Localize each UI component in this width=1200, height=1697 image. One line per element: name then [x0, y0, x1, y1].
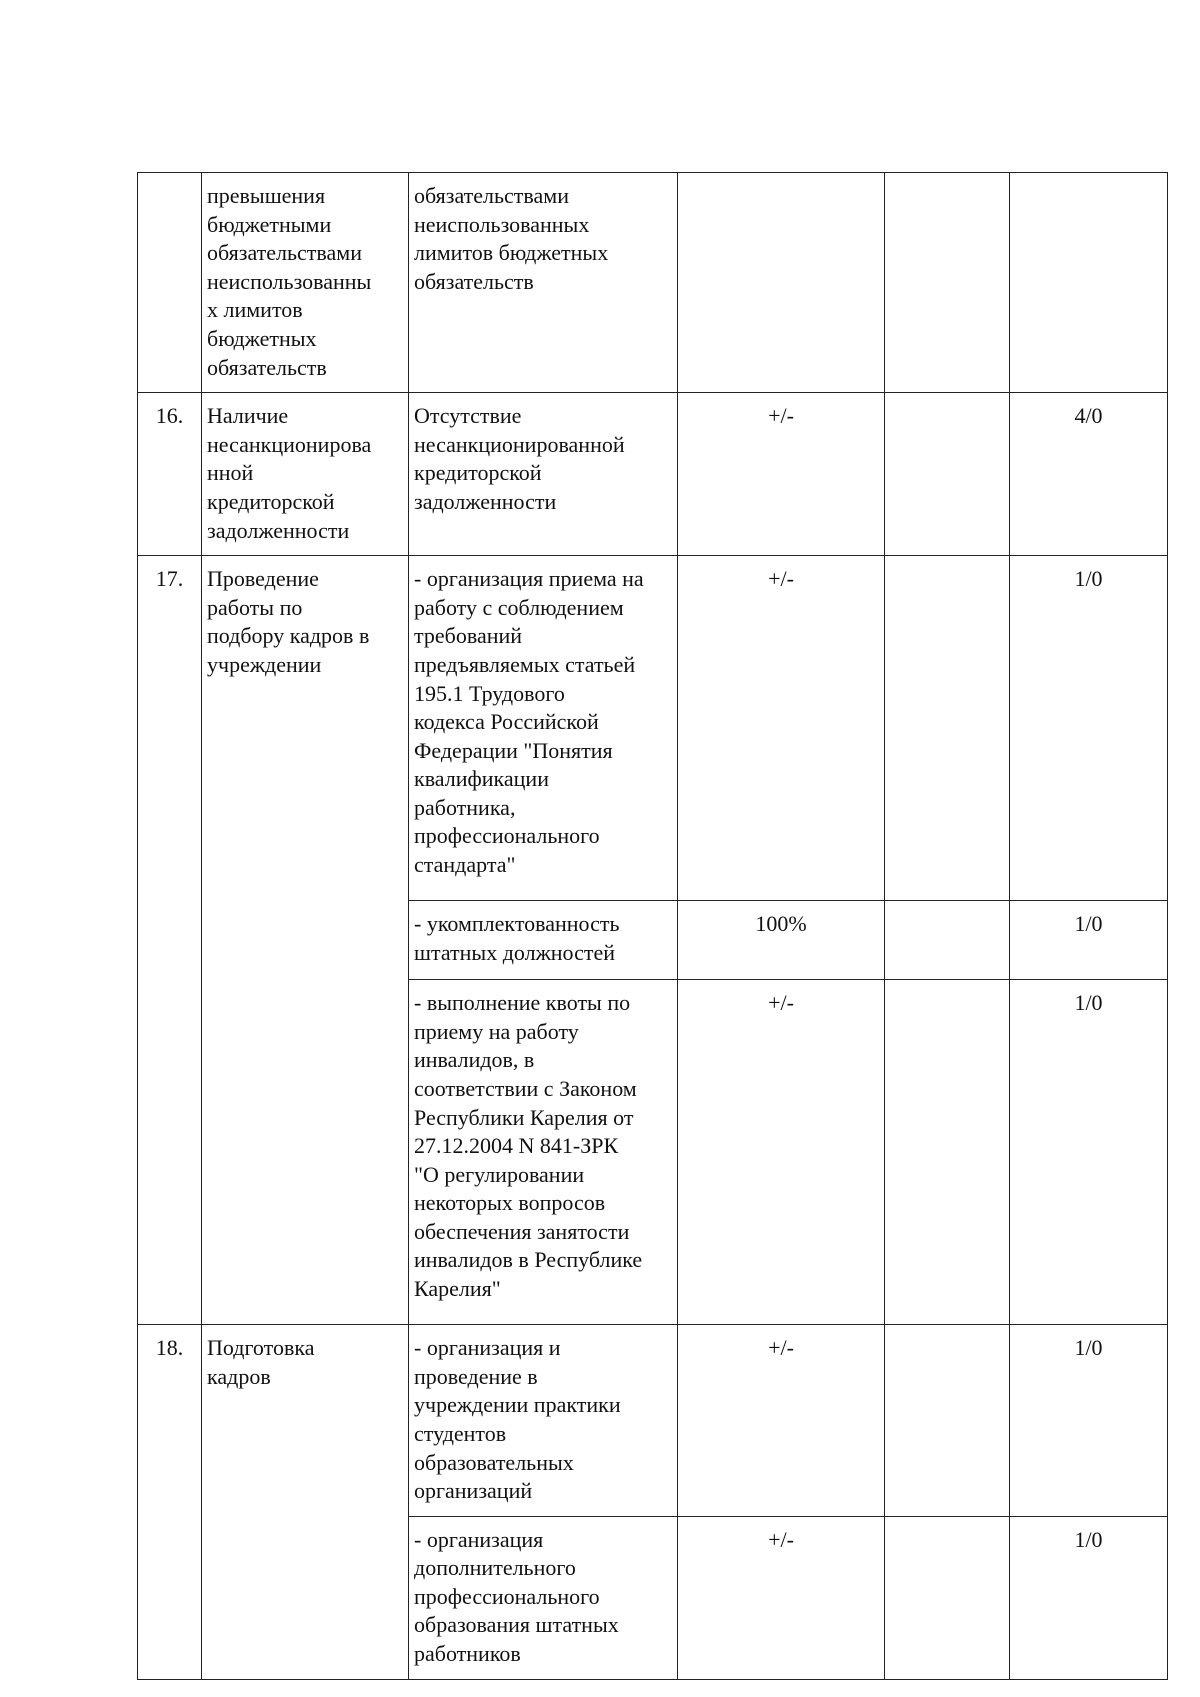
period-cell [885, 1516, 1010, 1679]
points-cell: 1/0 [1010, 980, 1168, 1325]
table-row [138, 393, 1168, 556]
criterion-cell: - организация дополнительного профессионального образования штатных работников [409, 1516, 678, 1679]
criterion-cell: - организация и проведение в учреждении практики студентов образовательных организаций [409, 1325, 678, 1517]
indicator-cell: Наличие несанкционирова нной кредиторской задолженности [202, 393, 409, 556]
row-number [138, 173, 202, 393]
value-cell [678, 173, 885, 393]
value-cell: +/- [678, 1516, 885, 1679]
indicator-cell: превышения бюджетными обязательствами неиспользованны х лимитов бюджетных обязательств [202, 173, 409, 393]
period-cell [885, 1325, 1010, 1517]
criterion-cell: - укомплектованность штатных должностей [409, 901, 678, 980]
table-row [138, 173, 1168, 393]
table-row [138, 556, 1168, 901]
value-cell: +/- [678, 1325, 885, 1517]
period-cell [885, 556, 1010, 901]
points-cell: 1/0 [1010, 556, 1168, 901]
indicator-cell: Подготовка кадров [202, 1325, 409, 1680]
points-cell: 1/0 [1010, 1325, 1168, 1517]
period-cell [885, 393, 1010, 556]
points-cell [1010, 173, 1168, 393]
row-number: 17. [138, 556, 202, 1325]
indicator-cell: Проведение работы по подбору кадров в учреждении [202, 556, 409, 1325]
criterion-cell: - организация приема на работу с соблюдением требований предъявляемых статьей 195.1 Трудового кодекса Российской Федерации "Понятия квалификации работника, профессионального стандарта" [409, 556, 678, 901]
value-cell: +/- [678, 393, 885, 556]
points-cell: 1/0 [1010, 1516, 1168, 1679]
period-cell [885, 901, 1010, 980]
criterion-cell: обязательствами неиспользованных лимитов бюджетных обязательств [409, 173, 678, 393]
points-cell: 1/0 [1010, 901, 1168, 980]
row-number: 16. [138, 393, 202, 556]
value-cell: +/- [678, 980, 885, 1325]
value-cell: +/- [678, 556, 885, 901]
table-row [138, 1325, 1168, 1517]
criteria-table [137, 172, 1168, 1680]
row-number: 18. [138, 1325, 202, 1680]
period-cell [885, 980, 1010, 1325]
points-cell: 4/0 [1010, 393, 1168, 556]
period-cell [885, 173, 1010, 393]
criterion-cell: Отсутствие несанкционированной кредиторской задолженности [409, 393, 678, 556]
value-cell: 100% [678, 901, 885, 980]
criterion-cell: - выполнение квоты по приему на работу инвалидов, в соответствии с Законом Республики Карелия от 27.12.2004 N 841-ЗРК "О регулировании некоторых вопросов обеспечения занятости инвалидов в Республике Карелия" [409, 980, 678, 1325]
